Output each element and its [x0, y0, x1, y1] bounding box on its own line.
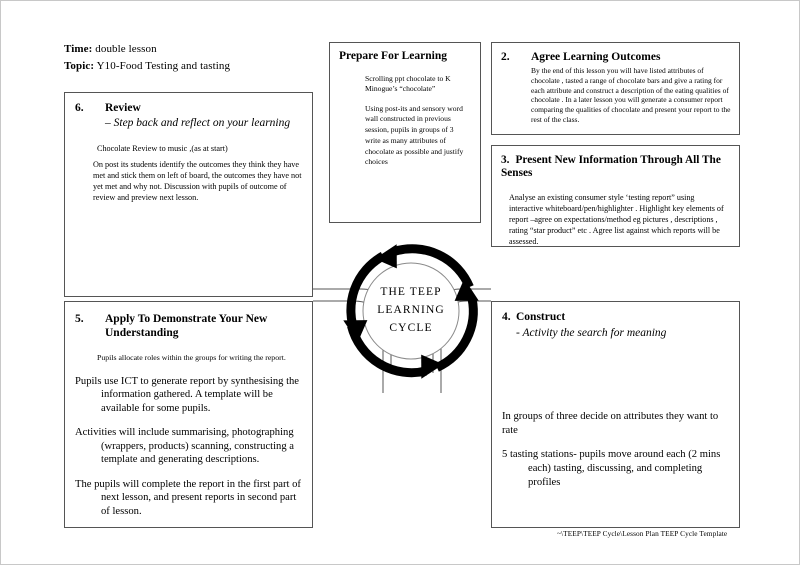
box-apply-para4: The pupils will complete the report in the first part of next lesson, and present reports in second part of lesson.	[75, 478, 301, 518]
box-present-new-information	[491, 145, 740, 247]
meta-topic-label: Topic:	[64, 60, 95, 72]
box-review-subtitle: – Step back and reflect on your learning	[105, 116, 291, 129]
box-agree-learning-outcomes	[491, 42, 740, 135]
box-apply-para1: Pupils allocate roles within the groups for writing the report.	[97, 353, 286, 363]
box-present-title: Present New Information Through All The Senses	[501, 154, 721, 180]
box-review-para1: Chocolate Review to music ,(as at start)	[97, 144, 228, 154]
cycle-label-line1: THE TEEP	[380, 286, 442, 299]
box-agree-number: 2.	[501, 51, 510, 63]
meta-time-value: double lesson	[92, 43, 157, 55]
cycle-ring-svg	[331, 231, 491, 391]
box-prepare-for-learning	[329, 42, 481, 223]
meta-topic	[64, 60, 230, 72]
box-construct-heading	[502, 311, 729, 325]
box-prepare-para1: Scrolling ppt chocolate to K Minogue’s “chocolate”	[365, 74, 451, 94]
footer-file-path: ~\TEEP\TEEP Cycle\Lesson Plan TEEP Cycle Template	[557, 529, 728, 538]
box-review	[64, 92, 313, 297]
box-review-para2: On post its students identify the outcomes they think they have met and stick them on left of board, the outcomes they have not yet met and why not. Discussion with pupils of outcome of review and preview next lesson.	[93, 160, 302, 203]
meta-time-label: Time:	[64, 43, 93, 55]
box-agree-heading	[501, 51, 731, 65]
box-construct-subtitle: - Activity the search for meaning	[516, 326, 667, 339]
teep-learning-cycle-diagram	[331, 231, 491, 391]
box-apply-para3: Activities will include summarising, photographing (wrappers, products) scanning, constructing a template and generating descriptions.	[75, 427, 294, 466]
meta-time	[64, 43, 157, 55]
box-construct-para2: 5 tasting stations- pupils move around each (2 mins each) tasting, discussing, and completing profiles	[502, 449, 721, 488]
meta-topic-value: Y10-Food Testing and tasting	[94, 60, 231, 72]
box-construct	[491, 301, 740, 528]
box-present-number: 3.	[501, 154, 510, 166]
cycle-inner-circle	[363, 263, 459, 359]
cycle-label-line3: CYCLE	[389, 321, 433, 334]
box-present-heading	[501, 154, 730, 180]
box-apply-title: Apply To Demonstrate Your New Understanding	[105, 313, 268, 339]
box-review-title: Review	[105, 102, 141, 114]
box-agree-title: Agree Learning Outcomes	[531, 51, 661, 63]
box-review-number: 6.	[75, 102, 84, 114]
box-construct-number: 4.	[502, 311, 511, 323]
box-prepare-para2: Using post-its and sensory word wall constructed in previous session, pupils in groups of 3 write as many attributes of chocolate as possible and justify choices	[365, 103, 464, 167]
box-construct-para1: In groups of three decide on attributes they want to rate	[502, 411, 719, 436]
box-prepare-title: Prepare For Learning	[339, 50, 447, 62]
box-apply-heading	[75, 313, 302, 340]
box-apply-to-demonstrate	[64, 301, 313, 528]
box-apply-number: 5.	[75, 313, 84, 325]
box-construct-title: Construct	[516, 311, 566, 323]
box-review-heading	[75, 102, 302, 116]
box-present-para1: Analyse an existing consumer style ‘testing report” using interactive whiteboard/pen/highlighter . Highlight key elements of report –agree on expectations/method eg pictures , descriptions , rating “star product” etc . Agree list against which reports will be assessed.	[509, 193, 724, 247]
box-agree-para1: By the end of this lesson you will have listed attributes of chocolate , tasted a range of chocolate bars and give a rating for each attribute and construct a description of the eating qualities of chocolate . In a later lesson you will generate a consumer report comparing the qualities of chocolate and present your report to the rest of the class.	[531, 65, 731, 125]
box-apply-para2: Pupils use ICT to generate report by synthesising the information gathered. A template will be available for some pupils.	[75, 375, 300, 414]
cycle-label-line2: LEARNING	[377, 304, 445, 317]
